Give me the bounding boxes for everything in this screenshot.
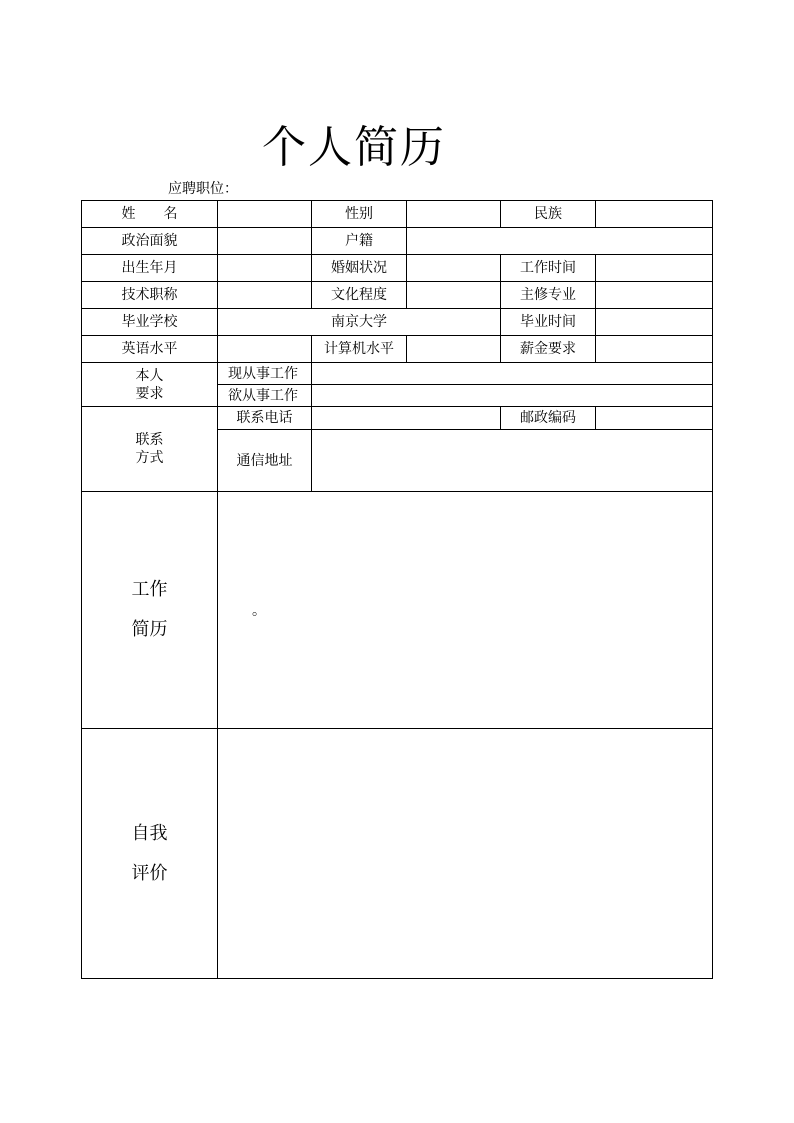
work-history-content: 。 xyxy=(252,603,266,619)
label-tech-title: 技术职称 xyxy=(82,282,218,309)
field-phone[interactable] xyxy=(312,407,501,430)
label-salary-requirement: 薪金要求 xyxy=(501,336,596,363)
field-work-history[interactable] xyxy=(218,492,713,729)
label-self-evaluation xyxy=(82,729,218,979)
page-title: 个人简历 xyxy=(262,122,446,173)
label-computer-level: 计算机水平 xyxy=(312,336,407,363)
field-english-level[interactable] xyxy=(218,336,312,363)
field-name[interactable] xyxy=(218,201,312,228)
label-requirements-line2: 要求 xyxy=(135,385,164,402)
label-work-history-line1: 工作 xyxy=(131,579,168,600)
field-household[interactable] xyxy=(407,228,713,255)
field-education-level[interactable] xyxy=(407,282,501,309)
field-graduated-school[interactable]: 南京大学 xyxy=(218,309,501,336)
label-major: 主修专业 xyxy=(501,282,596,309)
label-education-level: 文化程度 xyxy=(312,282,407,309)
field-salary-requirement[interactable] xyxy=(596,336,713,363)
field-computer-level[interactable] xyxy=(407,336,501,363)
label-household: 户籍 xyxy=(312,228,407,255)
label-contact-line1: 联系 xyxy=(135,432,164,448)
label-graduation-time: 毕业时间 xyxy=(501,309,596,336)
field-self-evaluation[interactable] xyxy=(218,729,713,979)
field-gender[interactable] xyxy=(407,201,501,228)
label-name: 姓 名 xyxy=(82,201,218,228)
label-requirements-line1: 本人 xyxy=(135,367,164,384)
field-tech-title[interactable] xyxy=(218,282,312,309)
label-requirements xyxy=(82,363,218,407)
field-postal-code[interactable] xyxy=(596,407,713,430)
label-postal-code: 邮政编码 xyxy=(501,407,596,430)
field-desired-job[interactable] xyxy=(312,385,713,407)
label-political-status: 政治面貌 xyxy=(82,228,218,255)
label-gender: 性别 xyxy=(312,201,407,228)
field-marital-status[interactable] xyxy=(407,255,501,282)
field-address[interactable] xyxy=(312,430,713,492)
field-current-job[interactable] xyxy=(312,363,713,385)
resume-table xyxy=(81,200,713,979)
label-contact-line2: 方式 xyxy=(135,450,164,466)
field-major[interactable] xyxy=(596,282,713,309)
label-contact xyxy=(82,407,218,492)
label-phone: 联系电话 xyxy=(218,407,312,430)
label-graduated-school: 毕业学校 xyxy=(82,309,218,336)
label-self-evaluation-line1: 自我 xyxy=(131,822,168,844)
applied-position-label: 应聘职位： xyxy=(168,181,238,197)
label-self-evaluation-line2: 评价 xyxy=(131,862,168,884)
field-ethnicity[interactable] xyxy=(596,201,713,228)
field-birth-date[interactable] xyxy=(218,255,312,282)
field-work-time[interactable] xyxy=(596,255,713,282)
field-graduation-time[interactable] xyxy=(596,309,713,336)
label-current-job: 现从事工作 xyxy=(218,363,312,385)
label-english-level: 英语水平 xyxy=(82,336,218,363)
label-marital-status: 婚姻状况 xyxy=(312,255,407,282)
label-address: 通信地址 xyxy=(218,430,312,492)
label-desired-job: 欲从事工作 xyxy=(218,385,312,407)
label-work-history xyxy=(82,492,218,729)
label-ethnicity: 民族 xyxy=(501,201,596,228)
label-work-time: 工作时间 xyxy=(501,255,596,282)
label-birth-date: 出生年月 xyxy=(82,255,218,282)
field-political-status[interactable] xyxy=(218,228,312,255)
label-work-history-line2: 简历 xyxy=(131,619,168,640)
